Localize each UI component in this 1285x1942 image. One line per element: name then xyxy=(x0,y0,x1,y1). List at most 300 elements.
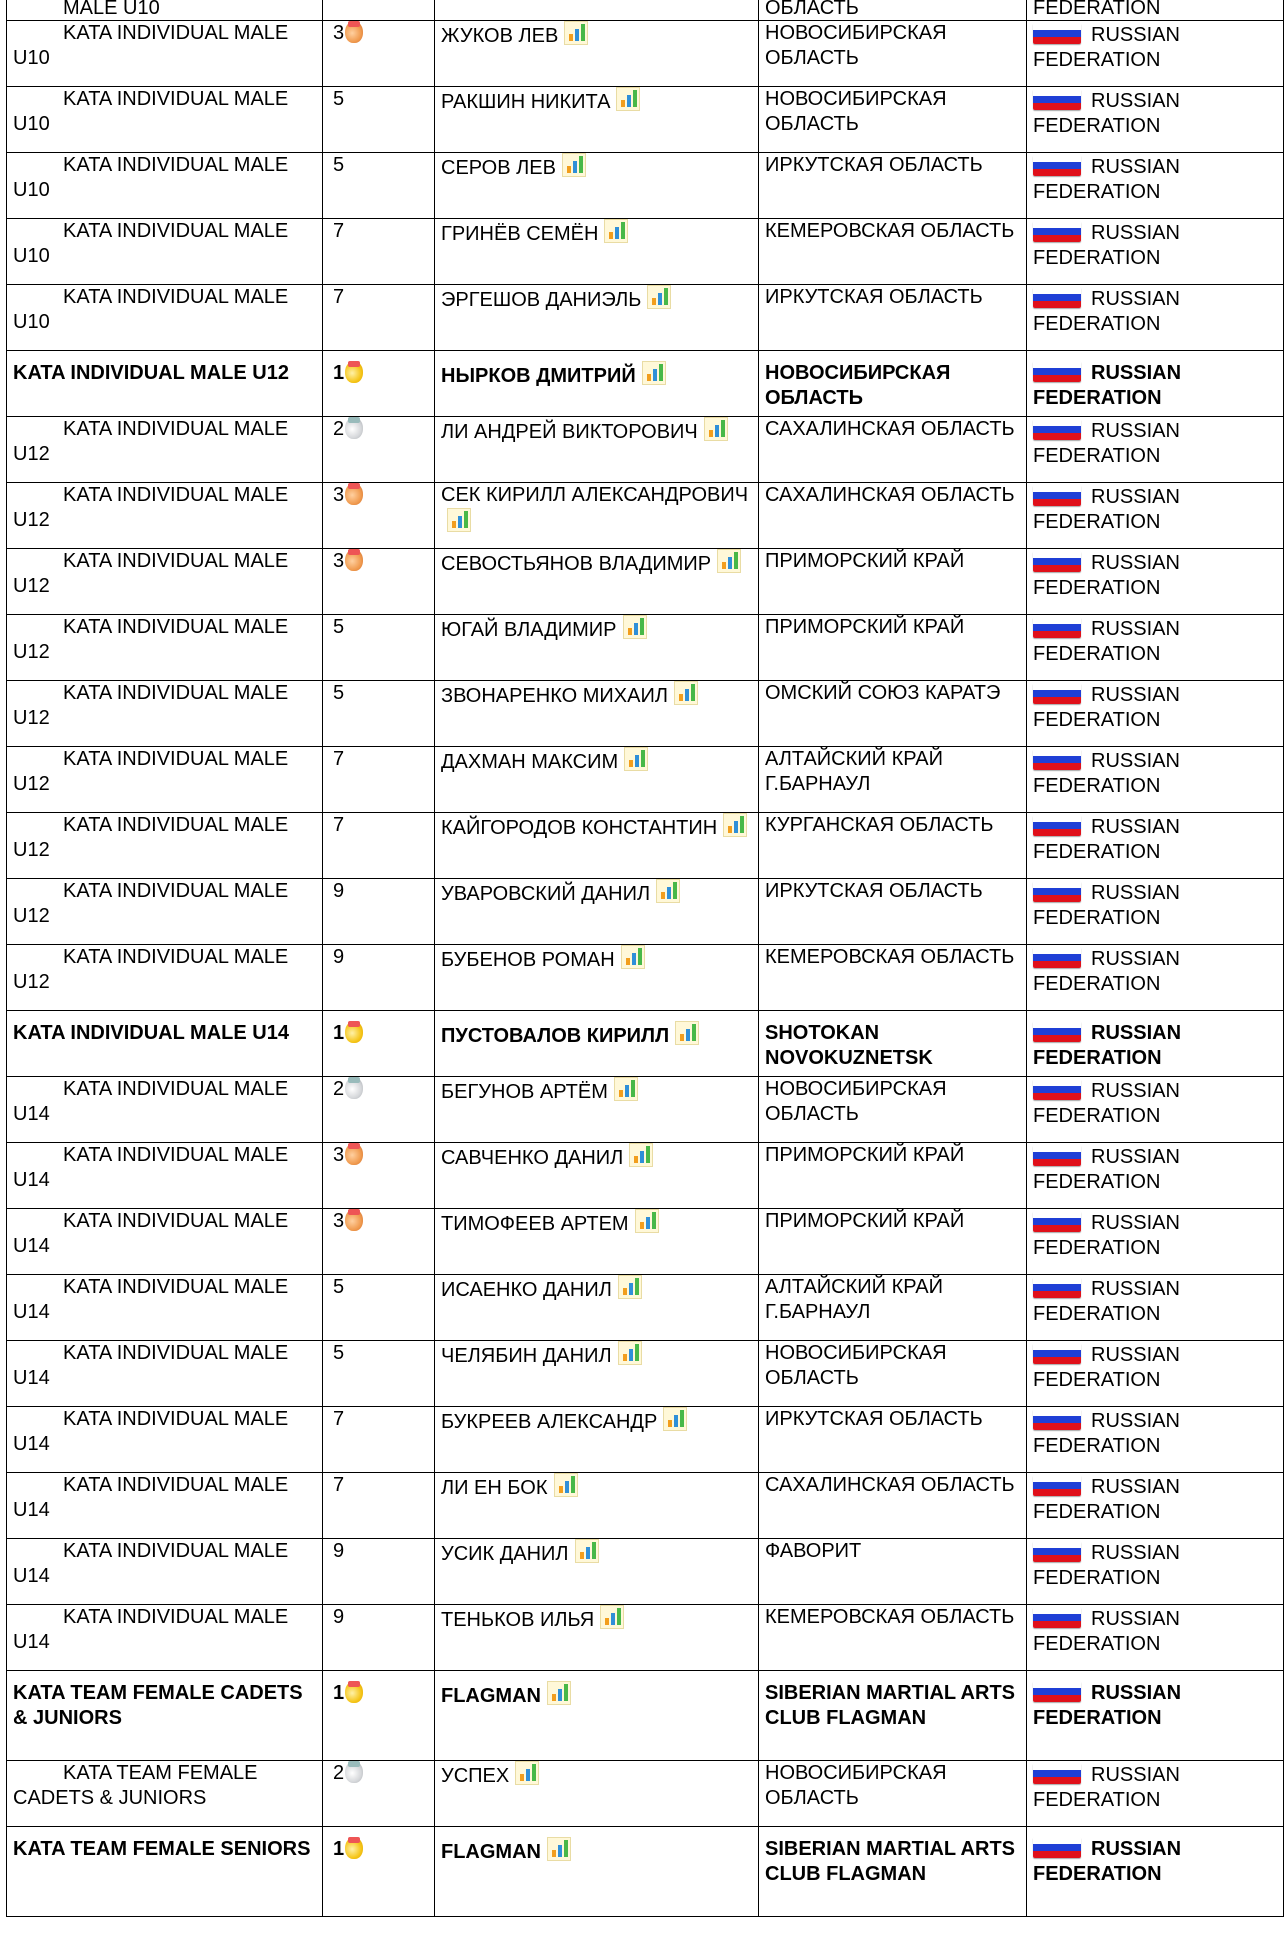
country-name: RUSSIAN FEDERATION xyxy=(1033,750,1180,797)
table-row xyxy=(7,1011,1284,1077)
place-cell xyxy=(323,1473,435,1539)
table-row xyxy=(7,1407,1284,1473)
athlete-name-link[interactable]: FLAGMAN xyxy=(441,1841,541,1863)
category-cell: KATA INDIVIDUAL MALE U14 xyxy=(7,1473,323,1539)
place-value: 7 xyxy=(333,814,345,836)
name-cell xyxy=(435,219,759,285)
club-cell: ИРКУТСКАЯ ОБЛАСТЬ xyxy=(759,153,1027,219)
country-name: RUSSIAN FEDERATION xyxy=(1033,882,1180,929)
club-cell: ПРИМОРСКИЙ КРАЙ xyxy=(759,1143,1027,1209)
club-cell: ОМСКИЙ СОЮЗ КАРАТЭ xyxy=(759,681,1027,747)
russian-flag-icon xyxy=(1033,485,1081,506)
stats-icon[interactable] xyxy=(717,549,741,573)
athlete-name-link[interactable]: ЧЕЛЯБИН ДАНИЛ xyxy=(441,1345,612,1367)
country-name: RUSSIAN FEDERATION xyxy=(1033,24,1180,71)
country-cell xyxy=(1027,1077,1284,1143)
athlete-name-link[interactable]: ПУСТОВАЛОВ КИРИЛЛ xyxy=(441,1025,670,1047)
stats-icon[interactable] xyxy=(447,508,471,532)
place-cell xyxy=(323,417,435,483)
country-name: RUSSIAN FEDERATION xyxy=(1033,1542,1180,1589)
club-cell: НОВОСИБИРСКАЯ ОБЛАСТЬ xyxy=(759,1761,1027,1827)
stats-icon[interactable] xyxy=(547,1681,571,1705)
place-cell xyxy=(323,87,435,153)
athlete-name-link[interactable]: САВЧЕНКО ДАНИЛ xyxy=(441,1147,624,1169)
table-row xyxy=(7,615,1284,681)
club-cell: КУРГАНСКАЯ ОБЛАСТЬ xyxy=(759,813,1027,879)
country-cell xyxy=(1027,1761,1284,1827)
name-cell xyxy=(435,1275,759,1341)
category-cell: KATA INDIVIDUAL MALE U10 xyxy=(7,285,323,351)
name-cell xyxy=(435,351,759,417)
country-cell xyxy=(1027,1143,1284,1209)
place-value: 3 xyxy=(333,550,345,572)
athlete-name-link[interactable]: БУКРЕЕВ АЛЕКСАНДР xyxy=(441,1411,658,1433)
category-cell: KATA INDIVIDUAL MALE U10 xyxy=(7,87,323,153)
category-cell: KATA INDIVIDUAL MALE U14 xyxy=(7,1077,323,1143)
place-cell xyxy=(323,1539,435,1605)
bronze-medal-icon xyxy=(345,483,363,505)
place-value: 7 xyxy=(333,286,345,308)
place-cell xyxy=(323,879,435,945)
athlete-name-link[interactable]: БЕГУНОВ АРТЁМ xyxy=(441,1081,608,1103)
name-cell xyxy=(435,1341,759,1407)
category-cell: KATA INDIVIDUAL MALE U10 xyxy=(7,153,323,219)
place-value: 9 xyxy=(333,946,345,968)
stats-icon[interactable] xyxy=(675,1021,699,1045)
table-row xyxy=(7,1605,1284,1671)
russian-flag-icon xyxy=(1033,815,1081,836)
table-row xyxy=(7,87,1284,153)
category-cell: KATA INDIVIDUAL MALE U12 xyxy=(7,879,323,945)
athlete-name-link[interactable]: СЕВОСТЬЯНОВ ВЛАДИМИР xyxy=(441,553,712,575)
athlete-name-link[interactable]: БУБЕНОВ РОМАН xyxy=(441,949,615,971)
table-row xyxy=(7,219,1284,285)
country-cell xyxy=(1027,153,1284,219)
stats-icon[interactable] xyxy=(614,1077,638,1101)
club-cell: ОБЛАСТЬ xyxy=(759,0,1027,21)
athlete-name-link[interactable]: ДАХМАН МАКСИМ xyxy=(441,751,619,773)
place-value: 7 xyxy=(333,748,345,770)
athlete-name-link[interactable]: КАЙГОРОДОВ КОНСТАНТИН xyxy=(441,817,718,839)
country-name: RUSSIAN FEDERATION xyxy=(1033,1682,1182,1729)
table-row xyxy=(7,813,1284,879)
russian-flag-icon xyxy=(1033,1763,1081,1784)
results-table-container xyxy=(6,0,1284,1917)
place-cell xyxy=(323,1011,435,1077)
name-cell xyxy=(435,0,759,21)
russian-flag-icon xyxy=(1033,683,1081,704)
name-cell xyxy=(435,1761,759,1827)
name-cell xyxy=(435,417,759,483)
place-value: 2 xyxy=(333,418,345,440)
russian-flag-icon xyxy=(1033,1681,1081,1702)
country-name: RUSSIAN FEDERATION xyxy=(1033,552,1180,599)
place-cell xyxy=(323,1671,435,1761)
russian-flag-icon xyxy=(1033,23,1081,44)
russian-flag-icon xyxy=(1033,287,1081,308)
club-cell: ПРИМОРСКИЙ КРАЙ xyxy=(759,615,1027,681)
russian-flag-icon xyxy=(1033,1079,1081,1100)
country-name: RUSSIAN FEDERATION xyxy=(1033,1344,1180,1391)
club-cell: ПРИМОРСКИЙ КРАЙ xyxy=(759,549,1027,615)
athlete-name-link[interactable]: FLAGMAN xyxy=(441,1685,541,1707)
country-name: RUSSIAN FEDERATION xyxy=(1033,1410,1180,1457)
stats-icon[interactable] xyxy=(618,1341,642,1365)
bronze-medal-icon xyxy=(345,1209,363,1231)
russian-flag-icon xyxy=(1033,749,1081,770)
stats-icon[interactable] xyxy=(554,1473,578,1497)
place-cell xyxy=(323,153,435,219)
country-cell xyxy=(1027,1275,1284,1341)
category-cell: KATA TEAM FEMALE CADETS & JUNIORS xyxy=(7,1671,323,1761)
stats-icon[interactable] xyxy=(647,285,671,309)
place-value: 5 xyxy=(333,154,345,176)
club-cell: САХАЛИНСКАЯ ОБЛАСТЬ xyxy=(759,1473,1027,1539)
stats-icon[interactable] xyxy=(621,945,645,969)
category-cell: KATA INDIVIDUAL MALE U14 xyxy=(7,1275,323,1341)
name-cell xyxy=(435,1011,759,1077)
athlete-name-link[interactable]: ЛИ ЕН БОК xyxy=(441,1477,548,1499)
place-cell xyxy=(323,1209,435,1275)
country-name: RUSSIAN FEDERATION xyxy=(1033,420,1180,467)
silver-medal-icon xyxy=(345,417,363,439)
russian-flag-icon xyxy=(1033,1211,1081,1232)
place-cell xyxy=(323,1341,435,1407)
russian-flag-icon xyxy=(1033,617,1081,638)
country-name: RUSSIAN FEDERATION xyxy=(1033,1476,1180,1523)
place-cell xyxy=(323,549,435,615)
country-name: RUSSIAN FEDERATION xyxy=(1033,90,1180,137)
category-cell: KATA INDIVIDUAL MALE U10 xyxy=(7,21,323,87)
category-cell: KATA INDIVIDUAL MALE U14 xyxy=(7,1341,323,1407)
athlete-name-link[interactable]: УСПЕХ xyxy=(441,1765,510,1787)
silver-medal-icon xyxy=(345,1761,363,1783)
category-cell: KATA INDIVIDUAL MALE U12 xyxy=(7,813,323,879)
country-name: RUSSIAN FEDERATION xyxy=(1033,1838,1182,1885)
category-cell: MALE U10 xyxy=(7,0,323,21)
russian-flag-icon xyxy=(1033,947,1081,968)
russian-flag-icon xyxy=(1033,1277,1081,1298)
stats-icon[interactable] xyxy=(624,747,648,771)
table-row xyxy=(7,1827,1284,1917)
country-cell xyxy=(1027,1473,1284,1539)
place-cell xyxy=(323,747,435,813)
bronze-medal-icon xyxy=(345,549,363,571)
place-value: 3 xyxy=(333,484,345,506)
place-value: 5 xyxy=(333,1276,345,1298)
country-name: RUSSIAN FEDERATION xyxy=(1033,222,1180,269)
stats-icon[interactable] xyxy=(600,1605,624,1629)
country-name: RUSSIAN FEDERATION xyxy=(1033,156,1180,203)
athlete-name-link[interactable]: СЕРОВ ЛЕВ xyxy=(441,157,556,179)
stats-icon[interactable] xyxy=(604,219,628,243)
place-value: 5 xyxy=(333,88,345,110)
country-name: RUSSIAN FEDERATION xyxy=(1033,362,1182,409)
athlete-name-link[interactable]: ТЕНЬКОВ ИЛЬЯ xyxy=(441,1609,595,1631)
club-cell: САХАЛИНСКАЯ ОБЛАСТЬ xyxy=(759,417,1027,483)
place-cell xyxy=(323,1275,435,1341)
country-name: RUSSIAN FEDERATION xyxy=(1033,948,1180,995)
club-cell: ИРКУТСКАЯ ОБЛАСТЬ xyxy=(759,285,1027,351)
athlete-name-link[interactable]: РАКШИН НИКИТА xyxy=(441,91,611,113)
russian-flag-icon xyxy=(1033,419,1081,440)
country-cell xyxy=(1027,1671,1284,1761)
table-row-partial xyxy=(7,0,1284,21)
table-row xyxy=(7,285,1284,351)
country-name: RUSSIAN FEDERATION xyxy=(1033,486,1180,533)
table-row xyxy=(7,549,1284,615)
athlete-name-link[interactable]: ЮГАЙ ВЛАДИМИР xyxy=(441,619,617,641)
category-cell: KATA INDIVIDUAL MALE U14 xyxy=(7,1605,323,1671)
country-cell xyxy=(1027,417,1284,483)
table-row xyxy=(7,945,1284,1011)
russian-flag-icon xyxy=(1033,1343,1081,1364)
category-cell: KATA INDIVIDUAL MALE U12 xyxy=(7,417,323,483)
place-cell xyxy=(323,483,435,549)
category-cell: KATA INDIVIDUAL MALE U12 xyxy=(7,747,323,813)
table-row xyxy=(7,1077,1284,1143)
country-cell xyxy=(1027,483,1284,549)
name-cell xyxy=(435,1407,759,1473)
stats-icon[interactable] xyxy=(656,879,680,903)
athlete-name-link[interactable]: УВАРОВСКИЙ ДАНИЛ xyxy=(441,883,651,905)
country-name: RUSSIAN FEDERATION xyxy=(1033,288,1180,335)
club-cell: SIBERIAN MARTIAL ARTS CLUB FLAGMAN xyxy=(759,1827,1027,1917)
country-name: RUSSIAN FEDERATION xyxy=(1033,1212,1180,1259)
place-value: 3 xyxy=(333,1144,345,1166)
country-cell xyxy=(1027,615,1284,681)
place-value: 5 xyxy=(333,616,345,638)
table-row xyxy=(7,879,1284,945)
club-cell: SHOTOKAN NOVOKUZNETSK xyxy=(759,1011,1027,1077)
name-cell xyxy=(435,483,759,549)
country-cell xyxy=(1027,351,1284,417)
country-cell: FEDERATION xyxy=(1027,0,1284,21)
club-cell: ИРКУТСКАЯ ОБЛАСТЬ xyxy=(759,879,1027,945)
club-cell: ФАВОРИТ xyxy=(759,1539,1027,1605)
name-cell xyxy=(435,285,759,351)
place-cell xyxy=(323,219,435,285)
place-value: 7 xyxy=(333,220,345,242)
club-cell: ИРКУТСКАЯ ОБЛАСТЬ xyxy=(759,1407,1027,1473)
club-cell: САХАЛИНСКАЯ ОБЛАСТЬ xyxy=(759,483,1027,549)
club-cell: АЛТАЙСКИЙ КРАЙ Г.БАРНАУЛ xyxy=(759,1275,1027,1341)
bronze-medal-icon xyxy=(345,1143,363,1165)
stats-icon[interactable] xyxy=(635,1209,659,1233)
russian-flag-icon xyxy=(1033,881,1081,902)
place-value: 9 xyxy=(333,1540,345,1562)
athlete-name-link[interactable]: НЫРКОВ ДМИТРИЙ xyxy=(441,365,636,387)
stats-icon[interactable] xyxy=(623,615,647,639)
category-cell: KATA INDIVIDUAL MALE U14 xyxy=(7,1143,323,1209)
table-row xyxy=(7,1341,1284,1407)
russian-flag-icon xyxy=(1033,89,1081,110)
name-cell xyxy=(435,87,759,153)
athlete-name-link[interactable]: ЛИ АНДРЕЙ ВИКТОРОВИЧ xyxy=(441,421,698,443)
category-cell: KATA INDIVIDUAL MALE U14 xyxy=(7,1407,323,1473)
club-cell: ПРИМОРСКИЙ КРАЙ xyxy=(759,1209,1027,1275)
stats-icon[interactable] xyxy=(616,87,640,111)
name-cell xyxy=(435,945,759,1011)
category-cell: KATA TEAM FEMALE SENIORS xyxy=(7,1827,323,1917)
russian-flag-icon xyxy=(1033,1021,1081,1042)
bronze-medal-icon xyxy=(345,21,363,43)
country-name: RUSSIAN FEDERATION xyxy=(1033,684,1180,731)
category-cell: KATA INDIVIDUAL MALE U12 xyxy=(7,945,323,1011)
name-cell xyxy=(435,1539,759,1605)
club-cell: КЕМЕРОВСКАЯ ОБЛАСТЬ xyxy=(759,219,1027,285)
russian-flag-icon xyxy=(1033,361,1081,382)
country-name: RUSSIAN FEDERATION xyxy=(1033,1080,1180,1127)
club-cell: SIBERIAN MARTIAL ARTS CLUB FLAGMAN xyxy=(759,1671,1027,1761)
name-cell xyxy=(435,1473,759,1539)
place-value: 2 xyxy=(333,1762,345,1784)
table-row xyxy=(7,1275,1284,1341)
category-cell: KATA INDIVIDUAL MALE U10 xyxy=(7,219,323,285)
table-row xyxy=(7,153,1284,219)
place-cell xyxy=(323,1605,435,1671)
table-row xyxy=(7,21,1284,87)
gold-medal-icon xyxy=(345,1837,363,1859)
russian-flag-icon xyxy=(1033,551,1081,572)
athlete-name-link[interactable]: ГРИНЁВ СЕМЁН xyxy=(441,223,599,245)
stats-icon[interactable] xyxy=(575,1539,599,1563)
category-cell: KATA INDIVIDUAL MALE U12 xyxy=(7,549,323,615)
place-cell xyxy=(323,0,435,21)
athlete-name-link[interactable]: ЖУКОВ ЛЕВ xyxy=(441,25,559,47)
name-cell xyxy=(435,1671,759,1761)
club-cell: АЛТАЙСКИЙ КРАЙ Г.БАРНАУЛ xyxy=(759,747,1027,813)
category-cell: KATA INDIVIDUAL MALE U12 xyxy=(7,615,323,681)
name-cell xyxy=(435,1209,759,1275)
silver-medal-icon xyxy=(345,1077,363,1099)
country-cell xyxy=(1027,813,1284,879)
table-row xyxy=(7,1671,1284,1761)
country-cell xyxy=(1027,681,1284,747)
athlete-name-link[interactable]: ИСАЕНКО ДАНИЛ xyxy=(441,1279,612,1301)
russian-flag-icon xyxy=(1033,1475,1081,1496)
place-cell xyxy=(323,21,435,87)
name-cell xyxy=(435,153,759,219)
country-cell xyxy=(1027,1011,1284,1077)
place-cell xyxy=(323,813,435,879)
country-name: RUSSIAN FEDERATION xyxy=(1033,1022,1182,1069)
country-cell xyxy=(1027,747,1284,813)
country-name: RUSSIAN FEDERATION xyxy=(1033,1278,1180,1325)
russian-flag-icon xyxy=(1033,1145,1081,1166)
stats-icon[interactable] xyxy=(515,1761,539,1785)
place-value: 1 xyxy=(333,362,345,384)
table-row xyxy=(7,1473,1284,1539)
gold-medal-icon xyxy=(345,361,363,383)
table-row xyxy=(7,351,1284,417)
stats-icon[interactable] xyxy=(642,361,666,385)
club-cell: КЕМЕРОВСКАЯ ОБЛАСТЬ xyxy=(759,1605,1027,1671)
place-cell xyxy=(323,1077,435,1143)
category-cell: KATA TEAM FEMALE CADETS & JUNIORS xyxy=(7,1761,323,1827)
stats-icon[interactable] xyxy=(663,1407,687,1431)
athlete-name-link[interactable]: СЕК КИРИЛЛ АЛЕКСАНДРОВИЧ xyxy=(441,484,749,506)
country-cell xyxy=(1027,1209,1284,1275)
country-cell xyxy=(1027,21,1284,87)
country-cell xyxy=(1027,219,1284,285)
country-cell xyxy=(1027,87,1284,153)
table-row xyxy=(7,1539,1284,1605)
place-value: 7 xyxy=(333,1408,345,1430)
place-cell xyxy=(323,1761,435,1827)
country-cell xyxy=(1027,879,1284,945)
country-cell xyxy=(1027,1605,1284,1671)
results-table xyxy=(6,0,1284,1917)
table-row xyxy=(7,1761,1284,1827)
country-cell xyxy=(1027,945,1284,1011)
place-value: 3 xyxy=(333,22,345,44)
place-cell xyxy=(323,945,435,1011)
russian-flag-icon xyxy=(1033,1409,1081,1430)
place-cell xyxy=(323,681,435,747)
place-cell xyxy=(323,285,435,351)
category-cell: KATA INDIVIDUAL MALE U14 xyxy=(7,1539,323,1605)
athlete-name-link[interactable]: ТИМОФЕЕВ АРТЕМ xyxy=(441,1213,629,1235)
category-cell: KATA INDIVIDUAL MALE U14 xyxy=(7,1011,323,1077)
country-name: RUSSIAN FEDERATION xyxy=(1033,618,1180,665)
stats-icon[interactable] xyxy=(562,153,586,177)
name-cell xyxy=(435,1077,759,1143)
name-cell xyxy=(435,1143,759,1209)
country-name: RUSSIAN FEDERATION xyxy=(1033,1608,1180,1655)
place-value: 1 xyxy=(333,1022,345,1044)
club-cell: НОВОСИБИРСКАЯ ОБЛАСТЬ xyxy=(759,1341,1027,1407)
table-row xyxy=(7,483,1284,549)
place-cell xyxy=(323,1827,435,1917)
athlete-name-link[interactable]: УСИК ДАНИЛ xyxy=(441,1543,569,1565)
russian-flag-icon xyxy=(1033,221,1081,242)
place-value: 7 xyxy=(333,1474,345,1496)
place-value: 5 xyxy=(333,1342,345,1364)
club-cell: НОВОСИБИРСКАЯ ОБЛАСТЬ xyxy=(759,1077,1027,1143)
place-value: 1 xyxy=(333,1682,345,1704)
name-cell xyxy=(435,21,759,87)
place-value: 1 xyxy=(333,1838,345,1860)
gold-medal-icon xyxy=(345,1681,363,1703)
place-cell xyxy=(323,1143,435,1209)
stats-icon[interactable] xyxy=(704,417,728,441)
place-value: 5 xyxy=(333,682,345,704)
name-cell xyxy=(435,681,759,747)
place-value: 2 xyxy=(333,1078,345,1100)
country-cell xyxy=(1027,1827,1284,1917)
country-cell xyxy=(1027,1407,1284,1473)
category-cell: KATA INDIVIDUAL MALE U14 xyxy=(7,1209,323,1275)
stats-icon[interactable] xyxy=(629,1143,653,1167)
table-row xyxy=(7,417,1284,483)
place-value: 3 xyxy=(333,1210,345,1232)
club-cell: НОВОСИБИРСКАЯ ОБЛАСТЬ xyxy=(759,87,1027,153)
club-cell: КЕМЕРОВСКАЯ ОБЛАСТЬ xyxy=(759,945,1027,1011)
place-cell xyxy=(323,351,435,417)
athlete-name-link[interactable]: ЗВОНАРЕНКО МИХАИЛ xyxy=(441,685,668,707)
place-value: 9 xyxy=(333,1606,345,1628)
name-cell xyxy=(435,615,759,681)
country-name: RUSSIAN FEDERATION xyxy=(1033,1764,1180,1811)
stats-icon[interactable] xyxy=(547,1837,571,1861)
stats-icon[interactable] xyxy=(674,681,698,705)
athlete-name-link[interactable]: ЭРГЕШОВ ДАНИЭЛЬ xyxy=(441,289,642,311)
name-cell xyxy=(435,879,759,945)
stats-icon[interactable] xyxy=(618,1275,642,1299)
stats-icon[interactable] xyxy=(564,21,588,45)
stats-icon[interactable] xyxy=(723,813,747,837)
